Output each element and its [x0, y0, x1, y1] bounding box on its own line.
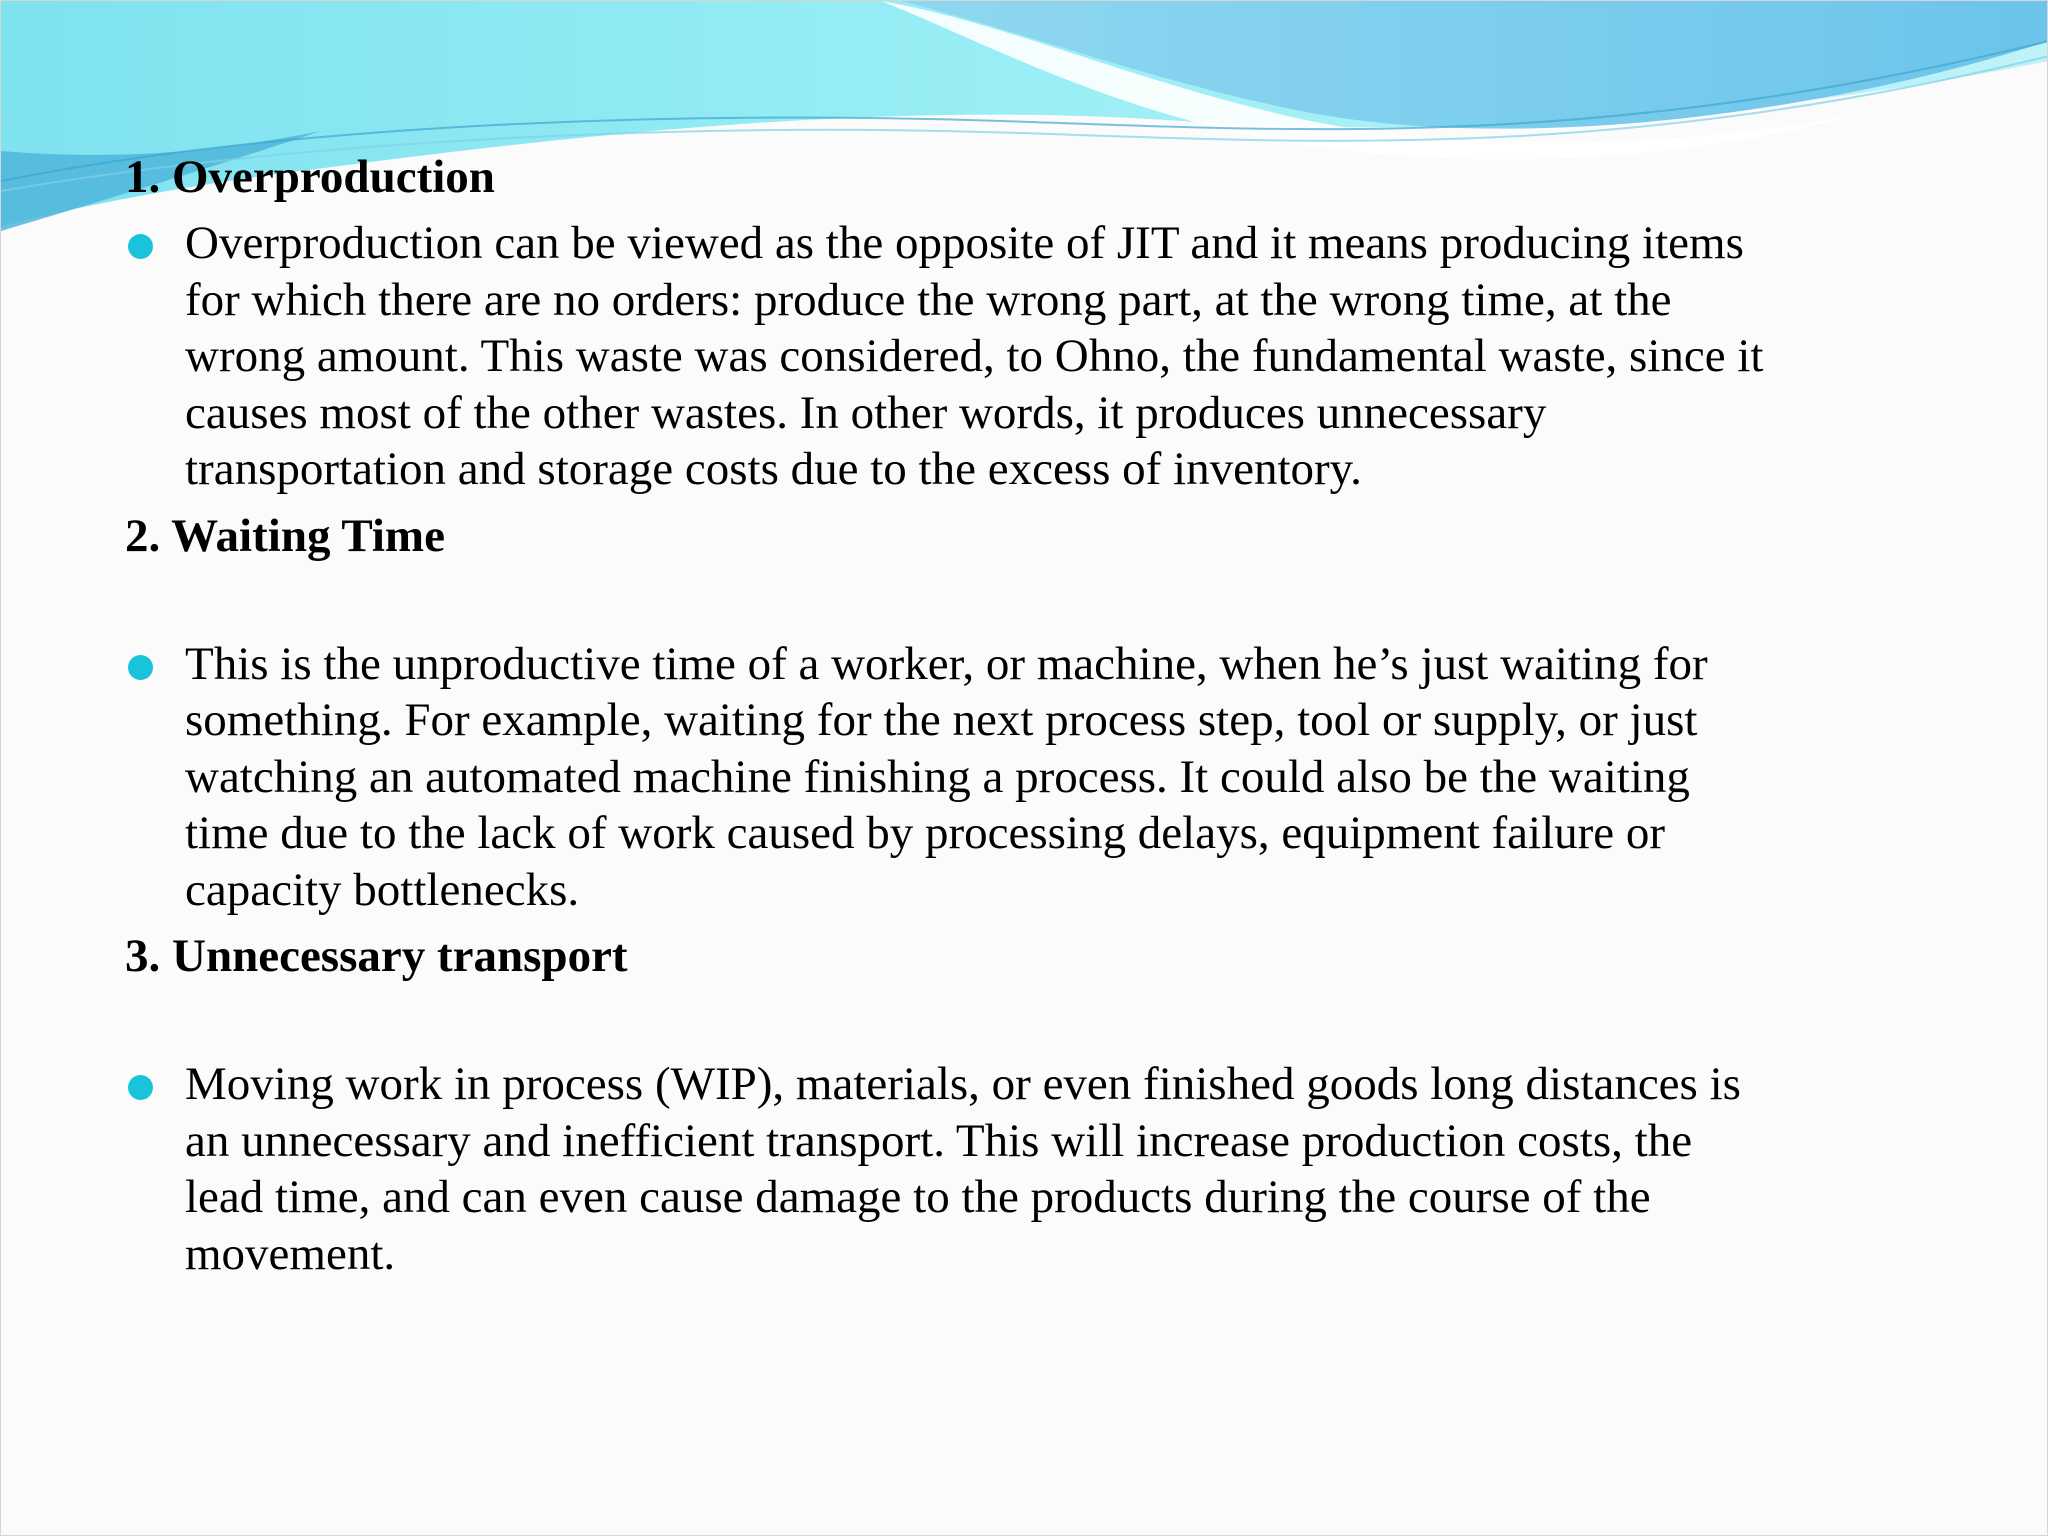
- section-heading-overproduction: 1. Overproduction: [125, 151, 495, 203]
- bullet-overproduction: [125, 215, 1945, 498]
- bullet-dot-icon: [128, 234, 153, 259]
- section-heading-unnecessary-transport: 3. Unnecessary transport: [125, 930, 628, 982]
- bullet-line: time due to the lack of work caused by processing delays, equipment failure or: [185, 807, 1666, 859]
- bullet-line: an unnecessary and inefficient transport. This will increase production costs, the: [185, 1114, 1693, 1167]
- bullet-line: watching an automated machine finishing a process. It could also be the waiting: [185, 750, 1690, 803]
- bullet-dot-icon: [128, 1075, 153, 1100]
- bullet-line: for which there are no orders: produce the wrong part, at the wrong time, at the: [185, 273, 1672, 326]
- slide-content: [125, 149, 1945, 1282]
- bullet-line: lead time, and can even cause damage to the products during the course of the: [185, 1171, 1651, 1223]
- bullet-line: causes most of the other wastes. In other words, it produces unnecessary: [185, 386, 1547, 439]
- bullet-line: movement.: [185, 1227, 396, 1280]
- bullet-line: This is the unproductive time of a worker, or machine, when he’s just waiting for: [185, 637, 1708, 690]
- bullet-line: capacity bottlenecks.: [185, 863, 580, 916]
- bullet-line: Overproduction can be viewed as the opposite of JIT and it means producing items: [185, 217, 1744, 269]
- bullet-unnecessary-transport: [125, 1056, 1945, 1282]
- bullet-line: wrong amount. This waste was considered, to Ohno, the fundamental waste, since it: [185, 330, 1764, 382]
- bullet-line: Moving work in process (WIP), materials, or even finished goods long distances is: [185, 1058, 1741, 1110]
- bullet-line: something. For example, waiting for the next process step, tool or supply, or just: [185, 694, 1698, 746]
- bullet-dot-icon: [128, 655, 153, 680]
- bullet-waiting-time: [125, 636, 1945, 919]
- section-heading-waiting-time: 2. Waiting Time: [125, 509, 445, 562]
- bullet-line: transportation and storage costs due to the excess of inventory.: [185, 443, 1362, 495]
